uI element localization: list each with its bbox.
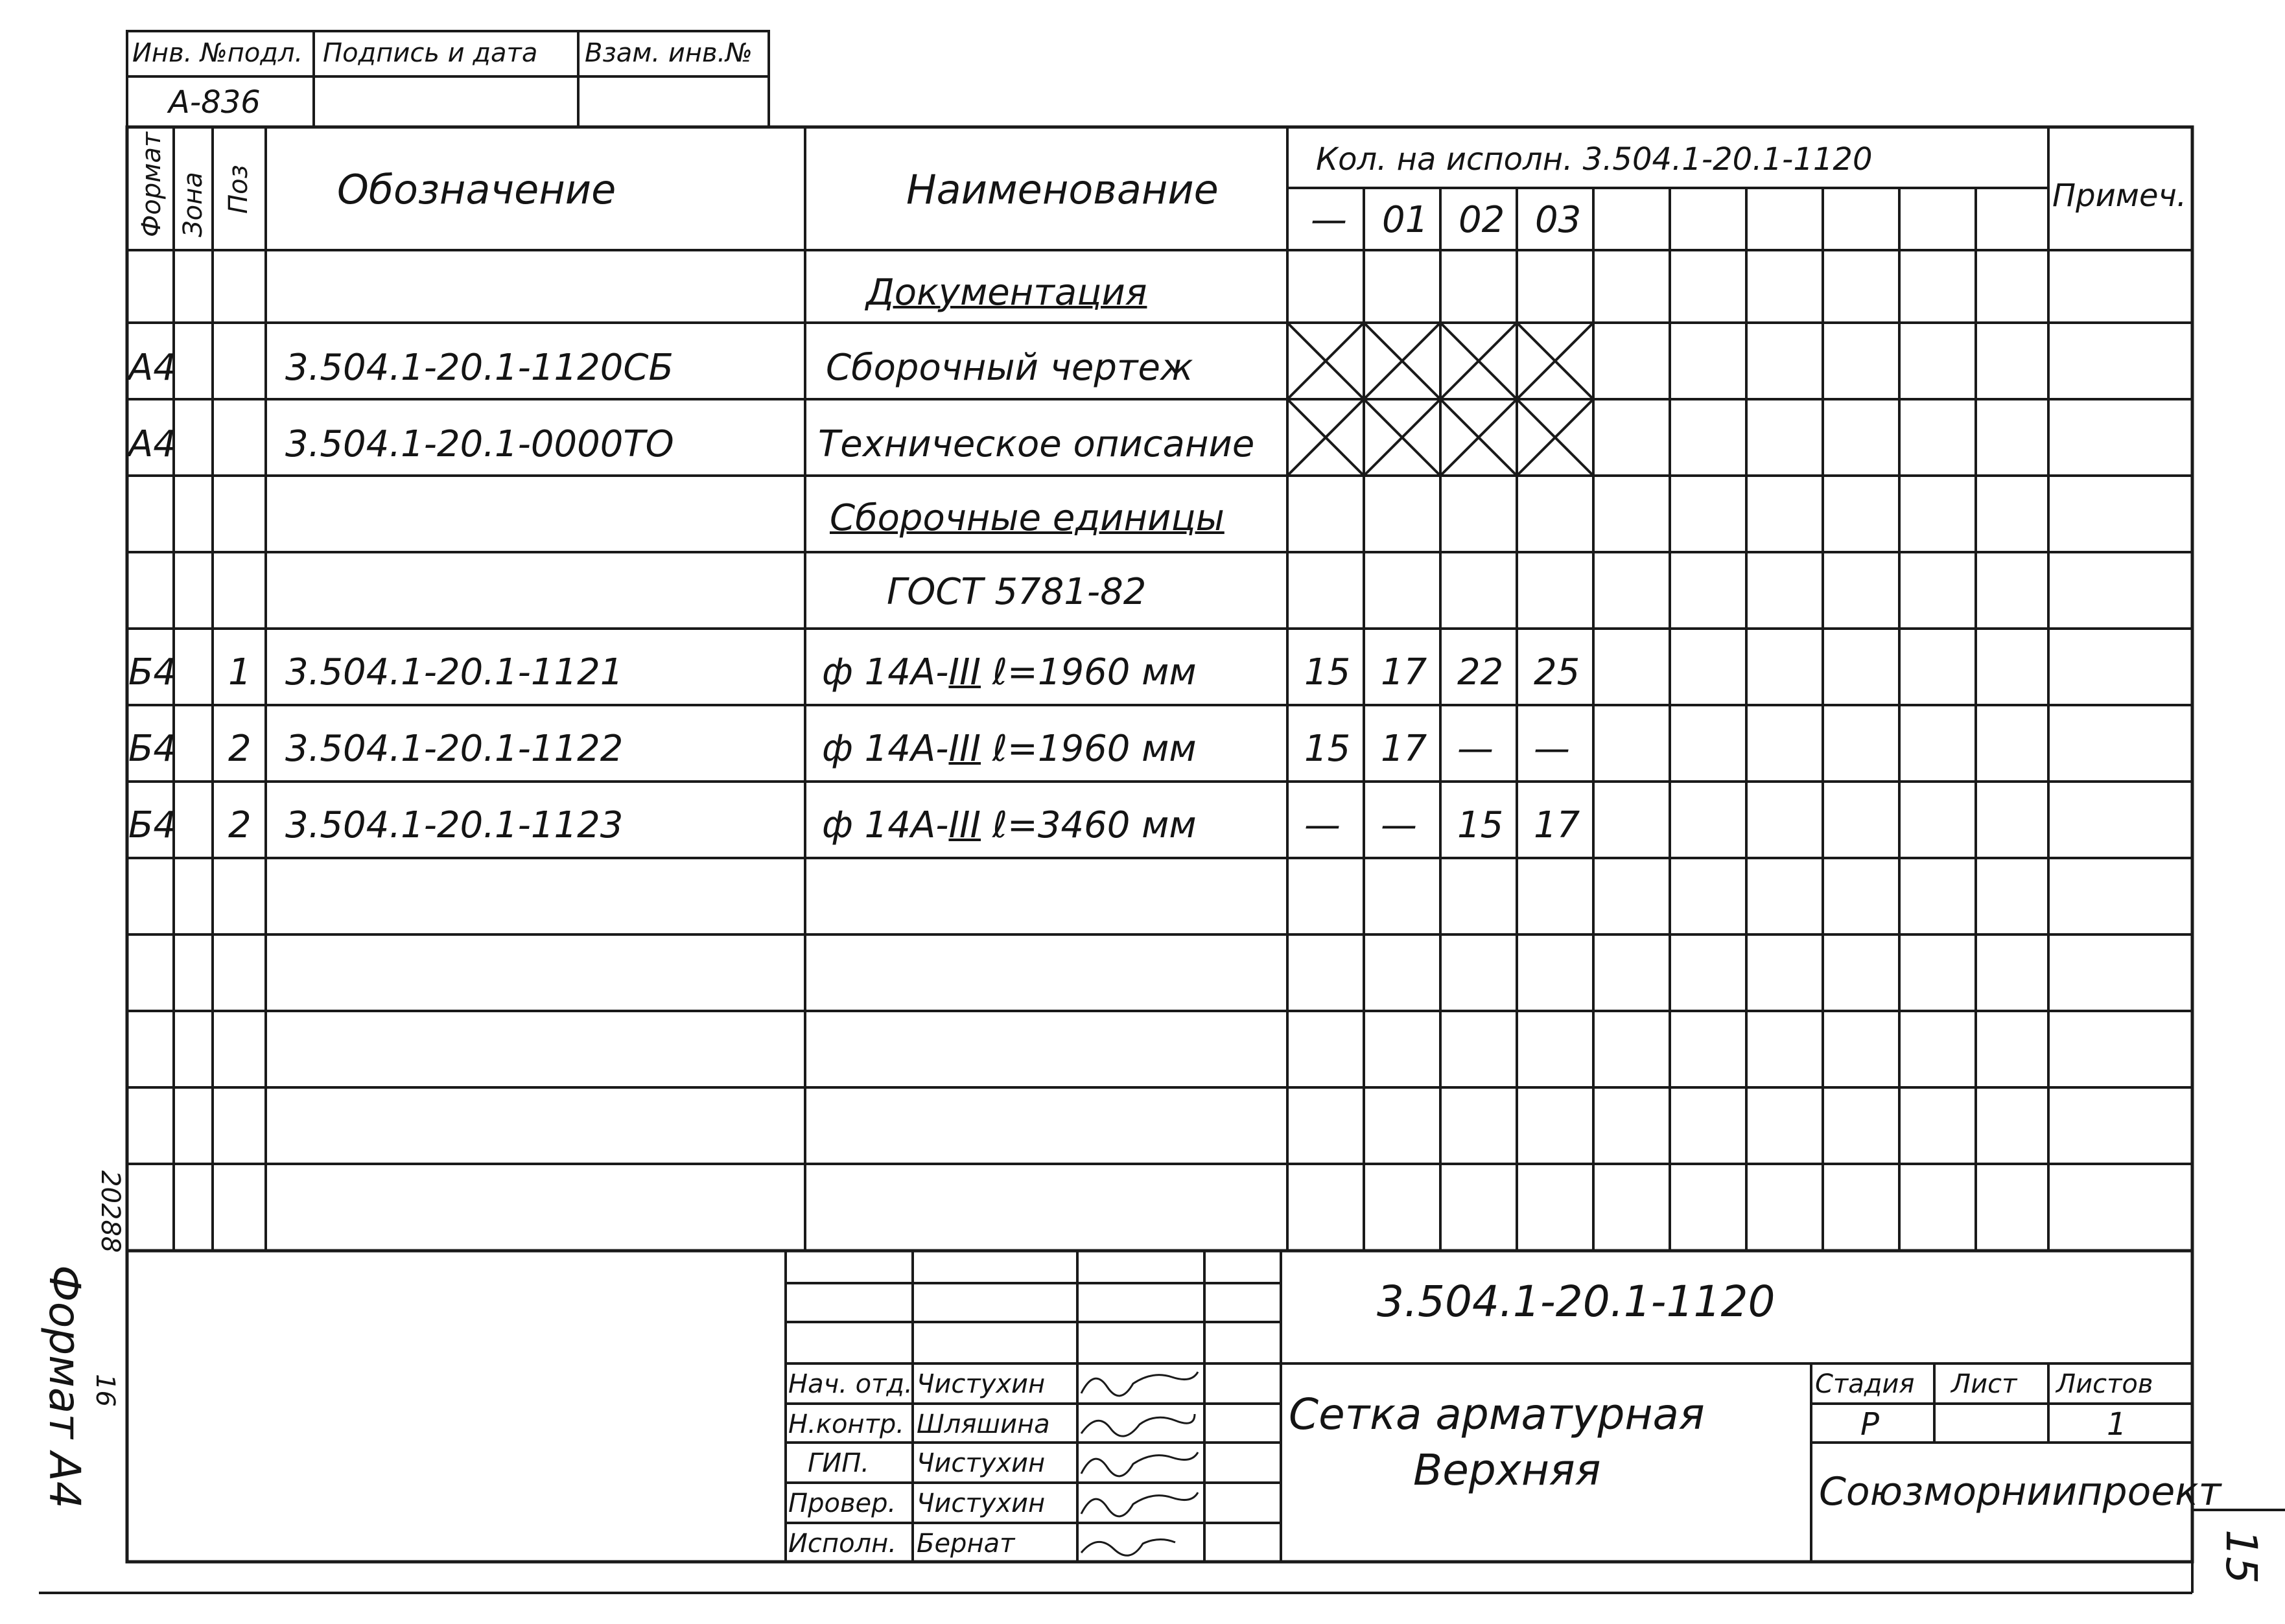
- document-designation: 3.504.1-20.1-1120: [1377, 1277, 1775, 1327]
- header-qty-variant-base: —: [1311, 199, 1347, 241]
- row-designation: 3.504.1-20.1-1121: [285, 651, 624, 693]
- header-note: Примеч.: [2052, 178, 2187, 214]
- row-name: Техническое описание: [818, 423, 1255, 465]
- sheet-label: Лист: [1951, 1369, 2017, 1399]
- signature-role: ГИП.: [808, 1448, 869, 1478]
- row-qty: 17: [1534, 804, 1580, 846]
- row-name: Сборочный чертеж: [826, 347, 1193, 389]
- row-designation: 3.504.1-20.1-1123: [285, 804, 624, 846]
- header-qty-variant-02: 02: [1459, 199, 1505, 241]
- signature-role: Исполн.: [788, 1529, 896, 1559]
- header-zone: Зона: [178, 172, 208, 237]
- row-qty: 25: [1534, 651, 1580, 693]
- row-name-prefix: ф 14А-: [822, 651, 949, 693]
- header-qty-title: Кол. на исполн. 3.504.1-20.1-1120: [1316, 141, 1873, 178]
- header-qty-variant-01: 01: [1382, 199, 1429, 241]
- signature-name: Чистухин: [917, 1489, 1046, 1518]
- row-qty: 17: [1381, 651, 1427, 693]
- row-qty: —: [1381, 804, 1417, 846]
- row-format: Б4: [128, 728, 177, 770]
- row-qty: —: [1457, 728, 1494, 770]
- row-position: 1: [228, 651, 252, 693]
- row-qty: 22: [1457, 651, 1504, 693]
- row-format: Б4: [128, 804, 177, 846]
- signature-name: Шляшина: [917, 1409, 1050, 1439]
- signature-name: Чистухин: [917, 1369, 1046, 1399]
- row-name: [822, 804, 1197, 846]
- row-qty: 15: [1304, 728, 1351, 770]
- signature-role: Провер.: [788, 1489, 896, 1518]
- row-designation: 3.504.1-20.1-1122: [285, 728, 624, 770]
- row-qty: 15: [1304, 651, 1351, 693]
- row-designation: 3.504.1-20.1-1120СБ: [285, 347, 674, 389]
- row-qty: 17: [1381, 728, 1427, 770]
- organization-name: Союзморниипроект: [1819, 1469, 2221, 1514]
- stage-value: Р: [1860, 1406, 1879, 1443]
- row-name-steel-class: III: [948, 804, 981, 846]
- stamp-header-replacement: Взам. инв.№: [585, 38, 753, 68]
- row-position: 2: [228, 728, 252, 770]
- sheet-format-label: Формат А4: [40, 1265, 89, 1509]
- row-name-steel-class: III: [948, 651, 981, 693]
- row-name-suffix: ℓ=1960 мм: [981, 651, 1197, 693]
- row-format: А4: [128, 423, 176, 465]
- stamp-header-signature: Подпись и дата: [323, 38, 538, 68]
- document-name-line1: Сетка арматурная: [1289, 1389, 1705, 1439]
- row-name-steel-class: III: [948, 728, 981, 770]
- row-name-suffix: ℓ=1960 мм: [981, 728, 1197, 770]
- row-format: Б4: [128, 651, 177, 693]
- row-name: [822, 728, 1197, 770]
- row-qty: 15: [1457, 804, 1504, 846]
- row-name-prefix: ф 14А-: [822, 728, 949, 770]
- row-name: [822, 651, 1197, 693]
- signature-role: Н.контр.: [788, 1409, 904, 1439]
- row-qty: —: [1534, 728, 1570, 770]
- row-qty: —: [1304, 804, 1341, 846]
- header-format: Формат: [137, 132, 167, 237]
- signature-role: Нач. отд.: [788, 1369, 913, 1399]
- header-position: Поз: [224, 165, 253, 214]
- row-name-suffix: ℓ=3460 мм: [981, 804, 1197, 846]
- row-designation: 3.504.1-20.1-0000ТО: [285, 423, 674, 465]
- page-number: 15: [2216, 1529, 2266, 1584]
- row-position: 2: [228, 804, 252, 846]
- row-format: А4: [128, 347, 176, 389]
- header-designation: Обозначение: [337, 166, 616, 213]
- archive-number: 20288: [95, 1170, 125, 1253]
- stage-label: Стадия: [1815, 1369, 1915, 1399]
- section-assembly-units: Сборочные единицы: [830, 497, 1225, 539]
- stamp-header-inv: Инв. №подл.: [132, 38, 303, 68]
- stamp-inv-number: А-836: [169, 84, 261, 121]
- header-qty-variant-03: 03: [1535, 199, 1582, 241]
- signature-name: Бернат: [917, 1529, 1015, 1559]
- section-documentation: Документация: [866, 272, 1147, 314]
- sheets-label: Листов: [2056, 1369, 2153, 1399]
- header-name: Наименование: [906, 166, 1219, 213]
- copy-number: 16: [90, 1374, 120, 1407]
- subsection-gost: ГОСТ 5781-82: [887, 571, 1147, 613]
- row-name-prefix: ф 14А-: [822, 804, 949, 846]
- document-name-line2: Верхняя: [1413, 1445, 1601, 1495]
- sheets-value: 1: [2107, 1406, 2127, 1443]
- signature-name: Чистухин: [917, 1448, 1046, 1478]
